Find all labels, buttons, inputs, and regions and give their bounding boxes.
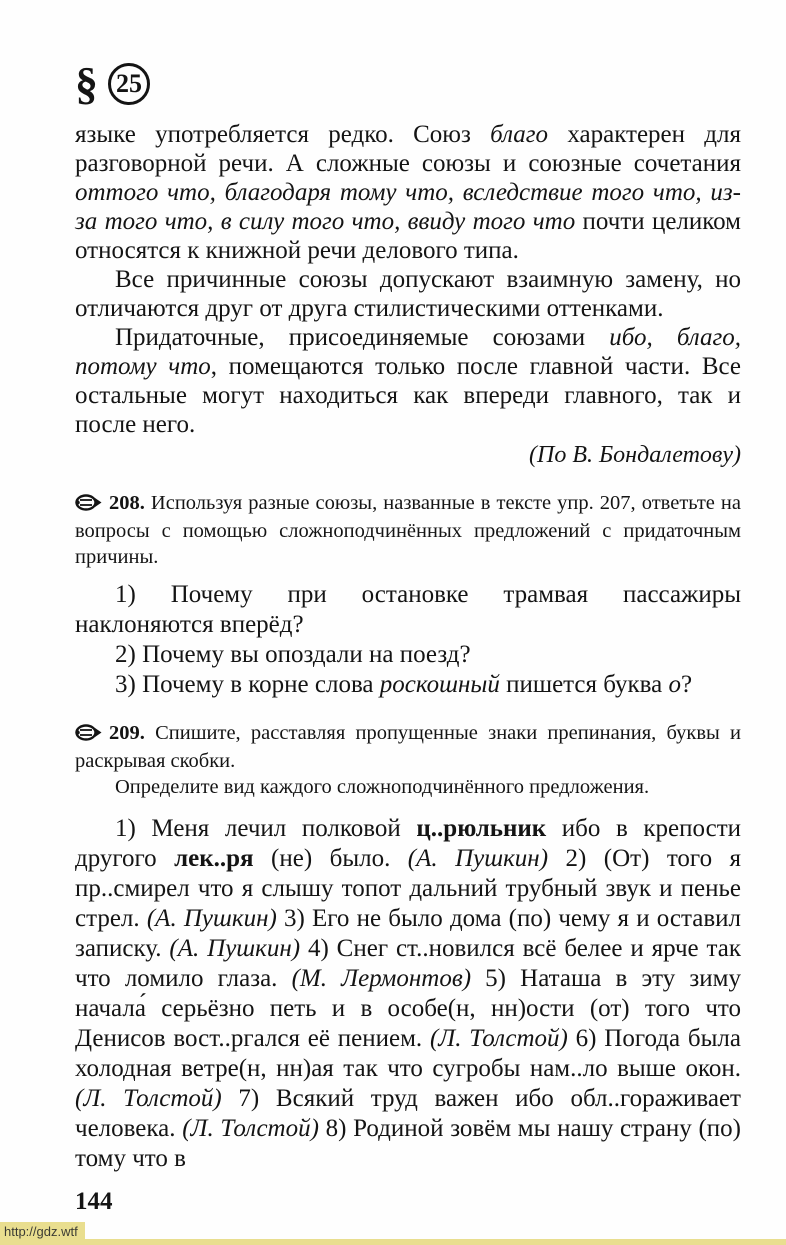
theory-paragraph-2: Все причинные союзы допускают взаимную замену, но отличаются друг от друга стилистическими оттенками.: [75, 266, 741, 322]
exercise-208-intro-text: 208. Используя разные союзы, названные в тексте упр. 207, ответьте на вопросы с помощью сложноподчинённых предложений с придаточным причины.: [75, 492, 742, 568]
question-2: 2) Почему вы опоздали на поезд?: [115, 641, 471, 668]
section-number-badge: 25: [108, 63, 150, 105]
exercise-208: [75, 490, 741, 700]
theory-paragraph-1: языке употребляется редко. Союз благо характерен для разговорной речи. А сложные союзы и союзные сочетания оттого что, благодаря тому что, вследствие того что, из-за того что, в силу того что, ввиду того что почти целиком относятся к книжной речи делового типа.: [75, 121, 741, 264]
exercise-209-intro2: Определите вид каждого сложноподчинённого предложения.: [115, 776, 650, 798]
exercise-209-intro-text: 209. Спишите, расставляя пропущенные знаки препинания, буквы и раскрывая скобки.: [75, 722, 741, 772]
question-1: 1) Почему при остановке трамвая пассажиры наклоняются вперёд?: [75, 581, 741, 638]
theory-paragraph-3: Придаточные, присоединяемые союзами ибо, благо, потому что, помещаются только после главной части. Все остальные могут находиться как впереди главного, так и после него.: [75, 324, 741, 438]
page-number: 144: [75, 1188, 113, 1215]
watermark-link[interactable]: http://gdz.wtf: [0, 1222, 85, 1242]
pen-icon: [75, 492, 102, 518]
section-marker: [75, 58, 741, 110]
bottom-strip: [0, 1239, 786, 1245]
question-3: 3) Почему в корне слова роскошный пишется буква о?: [115, 671, 693, 698]
exercise-209-intro: [75, 720, 741, 774]
pen-icon: [75, 722, 102, 748]
attribution: (По В. Бондалетову): [529, 442, 741, 468]
paragraph-sign: §: [75, 58, 98, 109]
exercise-209-body: 1) Меня лечил полковой ц..рюльник ибо в крепости другого лек..ря (не) было. (А. Пушкин) 2) (От) того я пр..смирел что я слышу топот дальний трубный звук и пенье стрел. (А. Пушкин) 3) Его не было дома (по) чему я и оставил записку. (А. Пушкин) 4) Снег ст..новился всё белее и ярче так что ломило глаза. (М. Лермонтов) 5) Наташа в эту зиму начала́ серьёзно петь и в особе(н, нн)ости (от) того что Денисов вост..ргался её пением. (Л. Толстой) 6) Погода была холодная ветре(н, нн)ая так что сугробы нам..ло выше окон. (Л. Толстой) 7) Всякий труд важен ибо обл..гораживает человека. (Л. Толстой) 8) Родиной зовём мы нашу страну (по) тому что в: [75, 815, 742, 1172]
exercise-208-intro: [75, 490, 741, 570]
exercise-209: [75, 720, 741, 1174]
exercise-208-questions: [75, 580, 741, 700]
